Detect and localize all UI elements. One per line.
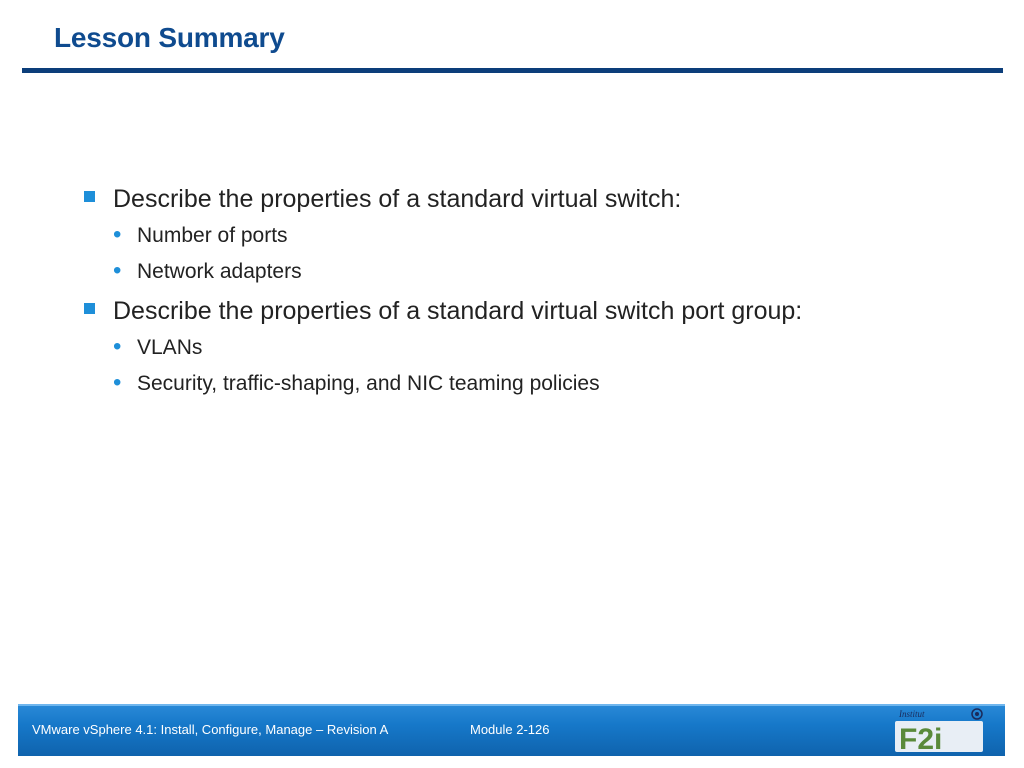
dot-bullet-icon: • [113, 257, 122, 284]
sub-list [113, 218, 980, 290]
list-item [80, 293, 980, 329]
logo-subtext: Institut [899, 709, 925, 719]
sub-list-item [113, 330, 980, 366]
bullet-group [80, 181, 980, 290]
sub-list [113, 330, 980, 402]
f2i-logo-icon [891, 706, 987, 754]
sub-list-item-text: Network adapters [137, 260, 302, 283]
square-bullet-icon [84, 191, 95, 202]
sub-list-item [113, 366, 980, 402]
dot-bullet-icon: • [113, 369, 122, 396]
module-number: Module 2-126 [470, 722, 550, 737]
sub-list-item [113, 254, 980, 290]
list-item-text: Describe the properties of a standard virtual switch: [113, 185, 682, 213]
bullet-list [80, 181, 980, 405]
course-title: VMware vSphere 4.1: Install, Configure, Manage – Revision A [32, 722, 389, 737]
list-item-text: Describe the properties of a standard virtual switch port group: [113, 297, 803, 325]
footer-highlight-line [18, 704, 1005, 706]
sub-list-item [113, 218, 980, 254]
bullet-group [80, 293, 980, 402]
footer-bar [18, 704, 1005, 756]
page-title: Lesson Summary [54, 22, 285, 53]
sub-list-item-text: Security, traffic-shaping, and NIC teaming policies [137, 372, 600, 395]
dot-bullet-icon: • [113, 333, 122, 360]
sub-list-item-text: Number of ports [137, 224, 288, 247]
list-item [80, 181, 980, 217]
title-divider [22, 68, 1003, 73]
dot-bullet-icon: • [113, 221, 122, 248]
logo-text: F2i [899, 723, 943, 754]
square-bullet-icon [84, 303, 95, 314]
sub-list-item-text: VLANs [137, 336, 203, 359]
